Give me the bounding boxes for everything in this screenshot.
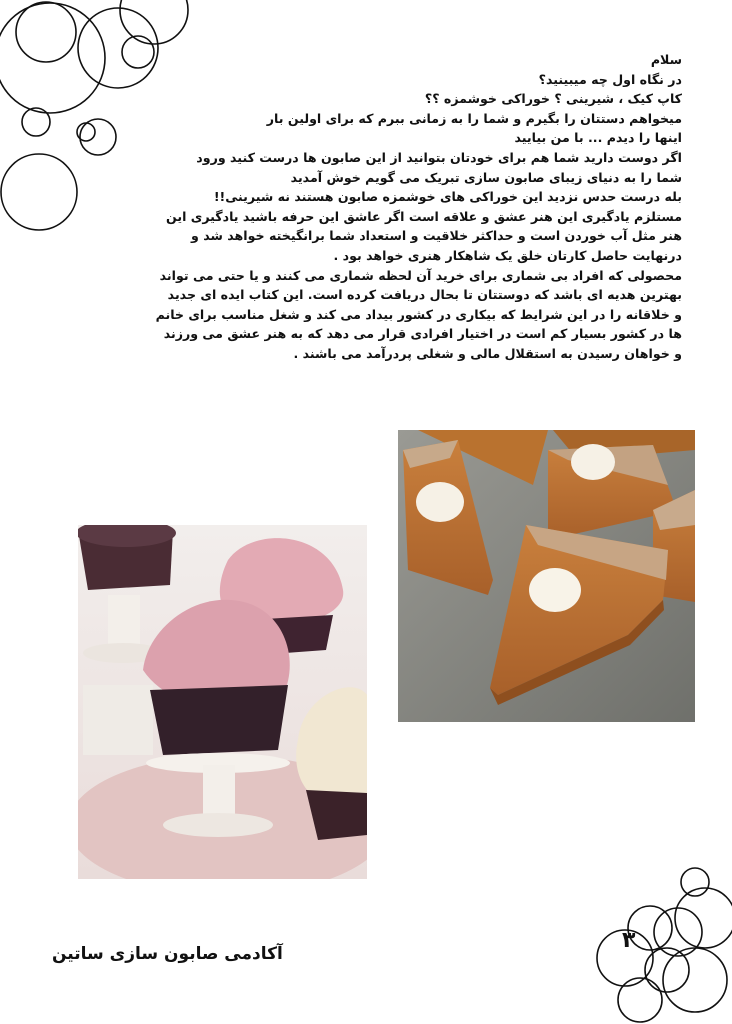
paragraph-line: کاپ کیک ، شیرینی ؟ خوراکی خوشمزه ؟؟ [424,91,682,107]
paragraph-line: بله درست حدس نزدید این خوراکی های خوشمزه صابون هستند نه شیرینی!! [213,189,682,205]
paragraph-line: و خلاقانه را در این شرایط که بیکاری در کشور بیداد می کند و شغل مناسب برای خانم [155,306,682,322]
paragraph-line: اینها را دیدم ... با من بیایید [514,130,682,146]
footer-title: آکادمی صابون سازی ساتین [52,944,283,964]
cupcake-soap-photo [78,525,367,879]
article-body [110,50,682,364]
paragraph-line: درنهایت حاصل کارتان خلق یک شاهکار هنری خواهد بود . [333,247,682,263]
paragraph-line: شما را به دنیای زیبای صابون سازی تبریک می گویم خوش آمدید [290,169,682,185]
paragraph-line: اگر دوست دارید شما هم برای خودتان بتوانید از این صابون ها درست کنید ورود [196,149,682,165]
paragraph-line: هنر مثل آب خوردن است و حداکثر خلاقیت و استعداد شما برانگیخته خواهد شد و [191,228,682,244]
paragraph-line: مستلزم یادگیری این هنر عشق و علاقه است اگر عاشق این حرفه باشید یادگیری این [166,208,682,224]
paragraph-line: محصولی که افراد بی شماری برای خرید آن لحظه شماری می کنند و یا حتی می تواند [159,267,682,283]
paragraph-line: میخواهم دستتان را بگیرم و شما را به زمانی ببرم که برای اولین بار [266,110,682,126]
paragraph-line: سلام [650,52,682,67]
paragraph-line: ها در کشور بسیار کم است در اختیار افرادی قرار می دهد که به هنر عشق می ورزند [163,326,682,342]
paragraph-line: و خواهان رسیدن به استقلال مالی و شغلی پردرآمد می باشند . [293,345,682,361]
paragraph-line: بهترین هدیه ای باشد که دوستتان تا بحال دریافت کرده است. این کتاب ایده ای جدید [167,287,682,303]
page-number: ۳ [622,928,636,953]
paragraph-line: در نگاه اول چه میبینید؟ [538,71,682,87]
decorative-circles-bottom-right [595,860,732,1024]
pumpkin-pie-soap-photo [398,430,695,722]
